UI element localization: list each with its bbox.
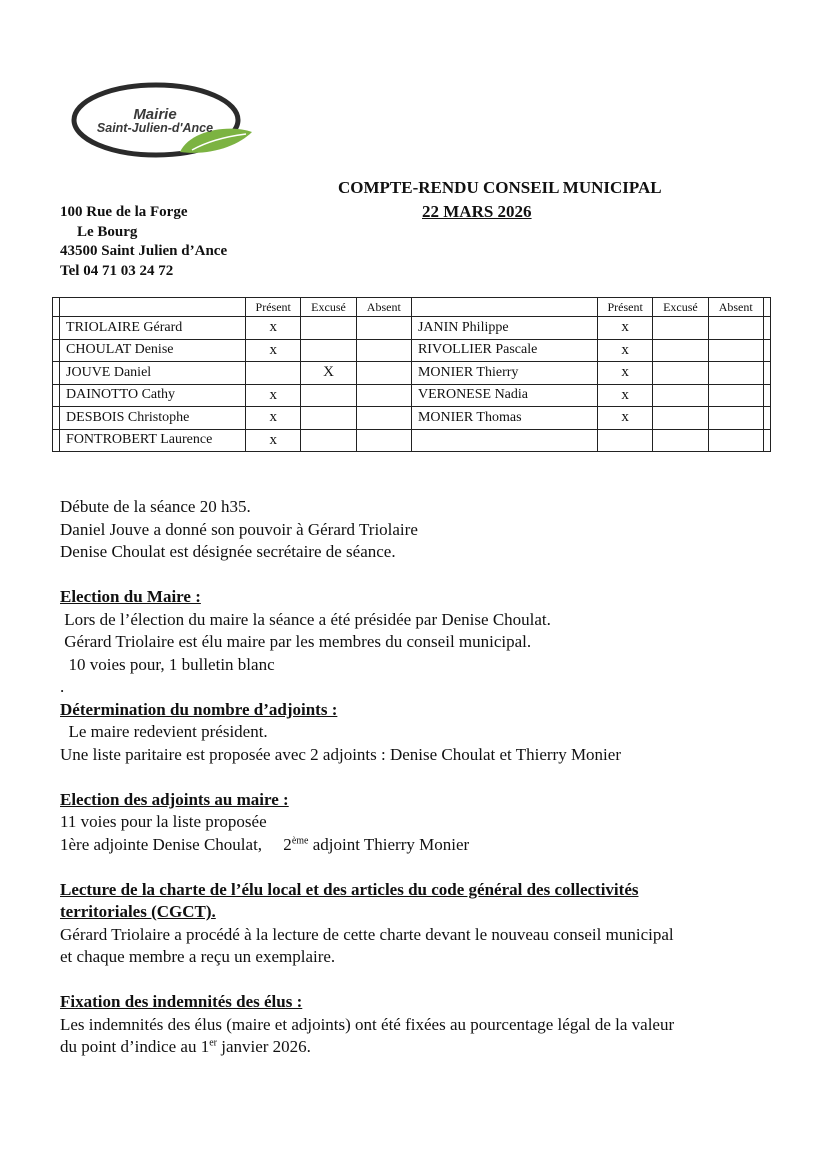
present-mark: x [246,317,301,340]
superscript: er [209,1037,217,1049]
section-line [60,1036,770,1059]
address-place: Le Bourg [77,223,138,240]
absent-mark [356,429,411,452]
absent-mark [708,407,763,430]
attendance-table [52,297,771,452]
excused-mark [653,384,708,407]
section-line: Gérard Triolaire est élu maire par les membres du conseil municipal. [60,632,532,651]
absent-mark [356,339,411,362]
excused-mark [653,429,708,452]
table-row [53,429,771,452]
intro-line: Daniel Jouve a donné son pouvoir à Gérard Triolaire [60,519,418,539]
section-heading-deputies-number: Détermination du nombre d’adjoints : [60,699,338,719]
header-present: Présent [246,298,301,317]
absent-mark [708,339,763,362]
intro-line: Débute de la séance 20 h35. [60,497,251,516]
excused-mark [653,362,708,385]
member-name: CHOULAT Denise [60,339,246,362]
header-excused: Excusé [653,298,708,317]
present-mark [246,362,301,385]
member-name: FONTROBERT Laurence [60,429,246,452]
table-row [53,362,771,385]
absent-mark [356,317,411,340]
section-heading-mayor-election: Election du Maire : [60,587,201,606]
address-street: 100 Rue de la Forge [60,204,188,220]
present-mark [597,429,652,452]
meeting-date: 22 MARS 2026 [422,202,532,221]
header-excused: Excusé [301,298,356,317]
intro-line: Denise Choulat est désignée secrétaire de séance. [60,542,396,561]
header-absent: Absent [708,298,763,317]
excused-mark: X [301,362,356,385]
section-heading-deputies-election: Election des adjoints au maire : [60,789,289,809]
excused-mark [301,407,356,430]
header-absent: Absent [356,298,411,317]
text-part: du point d’indice au 1 [60,1037,210,1056]
address-city: 43500 Saint Julien d’Ance [60,243,228,259]
present-mark: x [246,384,301,407]
member-name: DAINOTTO Cathy [60,384,246,407]
member-name: JOUVE Daniel [60,362,246,385]
member-name: MONIER Thomas [411,407,597,430]
present-mark: x [597,339,652,362]
present-mark: x [597,362,652,385]
table-row [53,384,771,407]
member-name: TRIOLAIRE Gérard [60,317,246,340]
minutes-body [60,496,770,1059]
section-line: Le maire redevient président. [60,722,268,741]
text-part: janvier 2026. [216,1037,311,1056]
member-name: VERONESE Nadia [411,384,597,407]
section-line: Lors de l’élection du maire la séance a été présidée par Denise Choulat. [60,609,551,629]
section-line: 11 voies pour la liste proposée [60,812,267,831]
section-heading-charter: Lecture de la charte de l’élu local et des articles du code général des collectivités [60,879,639,899]
absent-mark [708,317,763,340]
logo-line1: Mairie [133,106,177,123]
absent-mark [356,362,411,385]
excused-mark [301,317,356,340]
header-present: Présent [597,298,652,317]
absent-mark [708,362,763,385]
present-mark: x [246,339,301,362]
section-heading-charter-cont: territoriales (CGCT). [60,902,216,921]
address-block [60,203,227,281]
mairie-logo [70,80,255,162]
excused-mark [301,429,356,452]
excused-mark [301,384,356,407]
table-row [53,339,771,362]
logo-line2: Saint-Julien-d'Ance [96,121,214,135]
section-line: et chaque membre a reçu un exemplaire. [60,947,336,966]
table-row [53,407,771,430]
present-mark: x [597,384,652,407]
section-line: Les indemnités des élus (maire et adjoints) ont été fixées au pourcentage légal de la valeur [60,1014,675,1034]
section-line [60,834,770,857]
table-header-row [53,298,771,317]
text-part: adjoint Thierry Monier [308,834,470,854]
excused-mark [653,317,708,340]
section-line: Gérard Triolaire a procédé à la lecture de cette charte devant le nouveau conseil municipal [60,924,674,944]
section-line: . [60,677,65,696]
excused-mark [653,339,708,362]
section-heading-allowances: Fixation des indemnités des élus : [60,992,303,1011]
address-tel: Tel 04 71 03 24 72 [60,262,174,279]
present-mark: x [246,407,301,430]
excused-mark [301,339,356,362]
document-title: COMPTE-RENDU CONSEIL MUNICIPAL [338,178,662,197]
member-name: RIVOLLIER Pascale [411,339,597,362]
present-mark: x [597,317,652,340]
present-mark: x [246,429,301,452]
member-name [411,429,597,452]
section-line: 10 voies pour, 1 bulletin blanc [60,654,275,674]
present-mark: x [597,407,652,430]
member-name: MONIER Thierry [411,362,597,385]
excused-mark [653,407,708,430]
superscript: ème [291,834,309,846]
member-name: DESBOIS Christophe [60,407,246,430]
absent-mark [356,407,411,430]
section-line: Une liste paritaire est proposée avec 2 adjoints : Denise Choulat et Thierry Monier [60,744,621,764]
absent-mark [356,384,411,407]
table-row [53,317,771,340]
text-part: 1ère adjointe Denise Choulat, 2 [60,834,292,854]
absent-mark [708,384,763,407]
member-name: JANIN Philippe [411,317,597,340]
absent-mark [708,429,763,452]
